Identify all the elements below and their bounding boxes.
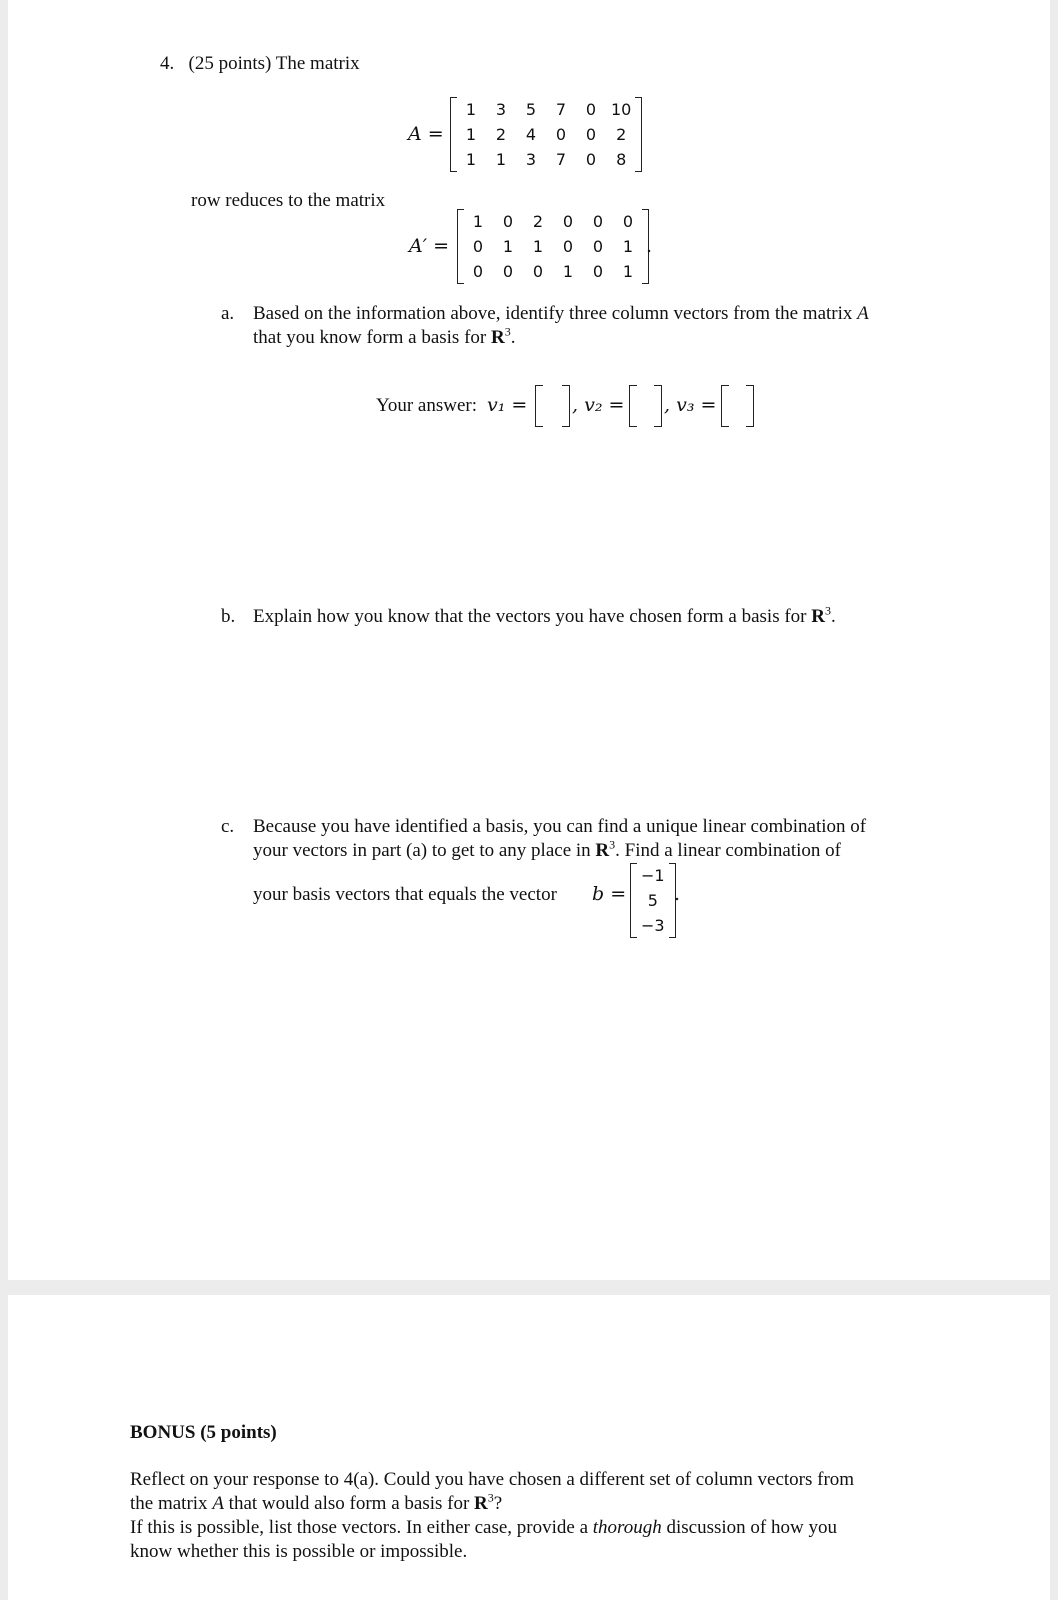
matrix-a-entry: 3	[525, 150, 537, 169]
matrix-a-entry: 8	[616, 150, 627, 169]
matrix-a-prime-entry: 0	[592, 237, 604, 256]
part-a-line2	[253, 326, 515, 350]
matrix-a-label: A =	[408, 123, 444, 145]
v1-answer-box[interactable]	[545, 385, 560, 427]
matrix-a-prime-entry: 0	[472, 262, 484, 281]
vector-b-period: .	[674, 883, 681, 905]
bonus-var: A	[212, 1493, 224, 1514]
matrix-a-prime-row	[463, 209, 643, 234]
matrix-a-entry: 3	[495, 100, 507, 119]
matrix-a-prime-entry: 0	[472, 237, 484, 256]
part-c-line3: your basis vectors that equals the vector	[253, 884, 557, 905]
v1-label: v₁ =	[487, 394, 528, 416]
vector-b-label: b =	[592, 883, 627, 905]
matrix-a-prime-row	[463, 234, 643, 259]
part-a-label: a.	[221, 303, 235, 324]
matrix-a-prime	[457, 209, 649, 284]
matrix-a-prime-entry: 0	[562, 237, 574, 256]
bonus-R: R	[474, 1493, 488, 1514]
matrix-a-prime-row	[463, 259, 643, 284]
problem-number: 4.	[160, 53, 175, 74]
matrix-ap-label: A′ =	[409, 235, 449, 257]
v2-answer-box[interactable]	[639, 385, 653, 427]
bonus-line2	[130, 1492, 502, 1516]
page-1	[8, 0, 1050, 1280]
part-b-exp: 3	[825, 603, 831, 618]
matrix-a-row	[456, 97, 636, 122]
vector-b-row	[636, 888, 670, 913]
part-b-R: R	[811, 606, 825, 627]
matrix-a	[450, 97, 642, 172]
matrix-a-entry: 2	[616, 125, 627, 144]
part-a-line1	[253, 302, 869, 326]
matrix-a-entry: 0	[585, 125, 597, 144]
part-b-text: Explain how you know that the vectors you have chosen form a basis for	[253, 606, 807, 627]
matrix-a-entry: 7	[555, 100, 567, 119]
matrix-a-entry: 0	[585, 150, 597, 169]
matrix-a-prime-entry: 0	[592, 212, 604, 231]
v3-bracket-left	[721, 385, 729, 427]
matrix-ap-period: .	[646, 235, 653, 257]
bonus-text2-end: ?	[493, 1493, 503, 1514]
matrix-a-prime-entry: 1	[472, 212, 484, 231]
problem-header	[160, 52, 360, 76]
vector-b-row	[636, 913, 670, 938]
matrix-a-prime-entry: 2	[532, 212, 544, 231]
bonus-text3-end: discussion of how you	[666, 1517, 837, 1538]
matrix-a-entry: 0	[555, 125, 567, 144]
part-a-text2: that you know form a basis for	[253, 327, 487, 348]
vector-b-entry: 5	[647, 891, 658, 910]
part-c-line2	[253, 839, 841, 863]
part-a-text1: Based on the information above, identify three column vectors from the matrix	[253, 303, 853, 324]
matrix-a-prime-entry: 1	[532, 237, 544, 256]
v3-bracket-right	[746, 385, 754, 427]
bonus-text2-mid: that would also form a basis for	[228, 1493, 470, 1514]
vector-b	[630, 863, 676, 938]
part-b-label: b.	[221, 606, 236, 627]
bonus-line1: Reflect on your response to 4(a). Could you have chosen a different set of column vectors from	[130, 1469, 855, 1490]
matrix-a-entry: 0	[585, 100, 597, 119]
matrix-a-prime-entry: 1	[502, 237, 514, 256]
bonus-line3	[130, 1516, 837, 1540]
matrix-a-entry: 5	[525, 100, 537, 119]
matrix-a-entry: 1	[495, 150, 507, 169]
v2-label: , v₂ =	[572, 394, 625, 416]
matrix-a-prime-entry: 0	[502, 262, 514, 281]
part-a-var: A	[857, 303, 869, 324]
matrix-a-entry: 10	[611, 100, 632, 119]
v3-label: , v₃ =	[664, 394, 717, 416]
part-c-exp: 3	[609, 837, 616, 852]
part-c-R: R	[595, 840, 610, 861]
matrix-a-entry: 1	[465, 125, 477, 144]
bonus-title: BONUS (5 points)	[130, 1422, 277, 1443]
matrix-a-prime-entry: 1	[622, 262, 634, 281]
bonus-text2: the matrix	[130, 1493, 208, 1514]
bonus-line4: know whether this is possible or impossible.	[130, 1541, 468, 1562]
matrix-a-prime-entry: 0	[622, 212, 634, 231]
matrix-a-entry: 1	[465, 100, 477, 119]
problem-points: (25 points) The matrix	[188, 53, 360, 74]
vector-b-entry: −3	[641, 916, 665, 935]
row-reduces-text: row reduces to the matrix	[191, 190, 386, 211]
matrix-a-prime-entry: 0	[502, 212, 514, 231]
vector-b-row	[636, 863, 670, 888]
vector-b-entry: −1	[641, 866, 665, 885]
matrix-a-entry: 7	[555, 150, 567, 169]
matrix-a-prime-entry: 1	[562, 262, 574, 281]
part-c-label: c.	[221, 816, 235, 837]
matrix-a-row	[456, 147, 636, 172]
bonus-text3: If this is possible, list those vectors. In either case, provide a	[130, 1517, 589, 1538]
bonus-em: thorough	[592, 1517, 662, 1538]
v1-bracket-left	[535, 385, 543, 427]
v2-bracket-left	[629, 385, 637, 427]
matrix-a-entry: 2	[495, 125, 507, 144]
part-c-line1: Because you have identified a basis, you can find a unique linear combination of	[253, 816, 867, 837]
answer-label: Your answer:	[376, 395, 477, 416]
part-b-end: .	[831, 606, 836, 627]
matrix-a-prime-entry: 1	[622, 237, 634, 256]
matrix-a-prime-entry: 0	[562, 212, 574, 231]
part-c-text2: your vectors in part (a) to get to any place in	[253, 840, 591, 861]
part-a-R: R	[490, 327, 505, 348]
matrix-a-entry: 4	[525, 125, 537, 144]
part-a-end: .	[510, 327, 516, 348]
matrix-a-prime-entry: 0	[532, 262, 544, 281]
part-a-exp: 3	[504, 324, 511, 339]
v1-bracket-right	[562, 385, 570, 427]
matrix-a-prime-entry: 0	[592, 262, 604, 281]
matrix-a-row	[456, 122, 636, 147]
v3-answer-box[interactable]	[731, 385, 745, 427]
v2-bracket-right	[654, 385, 662, 427]
part-b-line	[253, 605, 836, 629]
part-c-text2-end: . Find a linear combination of	[615, 840, 841, 861]
matrix-a-entry: 1	[465, 150, 477, 169]
bonus-exp: 3	[487, 1490, 494, 1505]
